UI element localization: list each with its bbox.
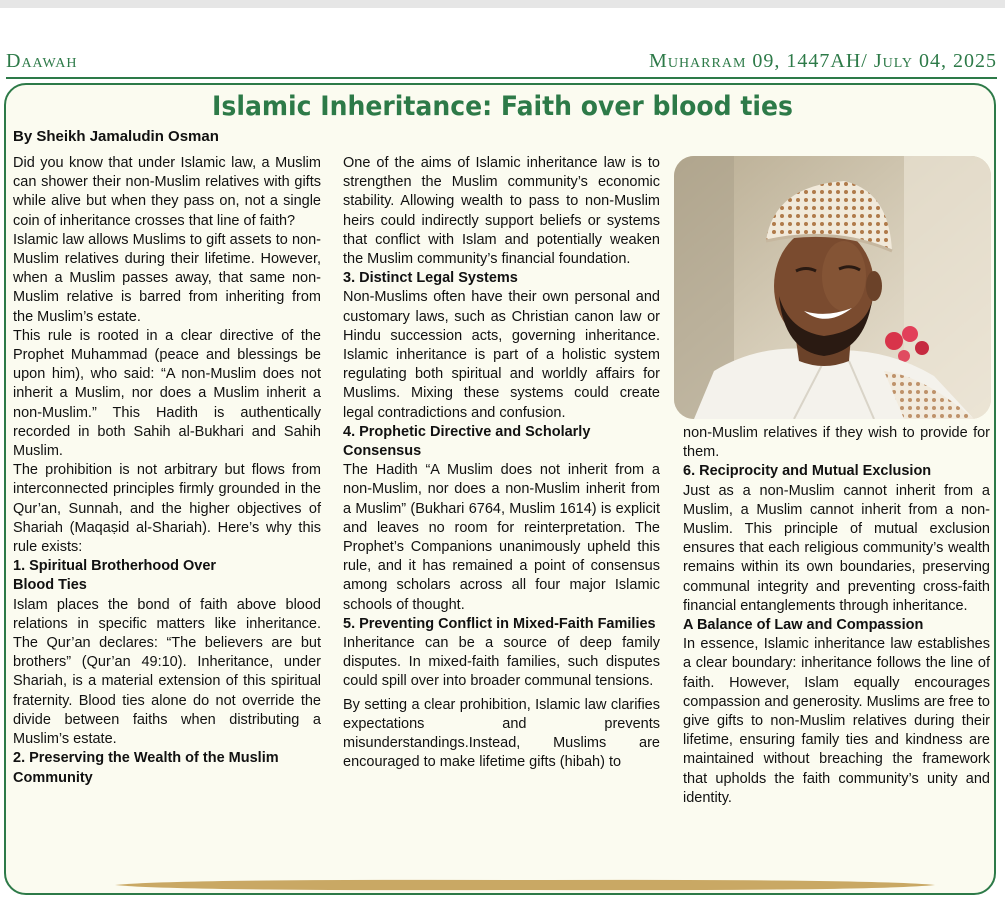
paragraph: Did you know that under Islamic law, a Muslim can shower their non-Muslim relatives with gifts while alive but when they pass on, not a single coin of inheritance crosses that line of faith? xyxy=(13,155,321,229)
subheading-preserving-wealth: 2. Preserving the Wealth of the Muslim Community xyxy=(13,750,279,786)
paragraph: In essence, Islamic inheritance law establishes a clear boundary: inheritance follows the line of faith. However, Islam equally encourages compassion and generosity. Muslims are free to give gifts to non-Muslim relatives during their lifetime, ensuring family ties and kindness are maintained without breaching the framework that upholds the faith community’s unity and identity. xyxy=(683,636,990,806)
paragraph: Non-Muslims often have their own personal and customary laws, such as Christian canon law or Hindu succession acts, governing inheritance. Islamic inheritance is part of a holistic system regulating both spiritual and worldly affairs for Muslims. Mixing these systems could create legal contradictions and confusion. xyxy=(343,289,660,421)
paragraph: The prohibition is not arbitrary but flows from interconnected principles firmly grounded in the Qur’an, Sunnah, and the higher objectives of Shariah (Maqaṣid al-Shariah). Here’s why this rule exists: xyxy=(13,462,321,556)
article-column-1 xyxy=(13,154,321,788)
subheading-prophetic-directive: 4. Prophetic Directive and Scholarly Consensus xyxy=(343,423,591,460)
article-column-3 xyxy=(683,424,990,808)
top-border xyxy=(0,0,1005,8)
paragraph: This rule is rooted in a clear directive of the Prophet Muhammad (peace and blessings be upon him), who said: “A non-Muslim does not inherit a Muslim, nor does a Muslim inherit a non-Muslim.” This Hadith is authentically recorded in both Sahih al-Bukhari and Sahih Muslim. xyxy=(13,327,321,460)
paragraph: Islamic law allows Muslims to gift assets to non-Muslim relatives during their lifetime. However, when a Muslim passes away, that same non-Muslim relative is barred from inheriting from the Muslim’s estate. xyxy=(13,231,321,325)
article-column-2 xyxy=(343,154,660,773)
masthead xyxy=(6,50,997,74)
masthead-rule xyxy=(6,77,997,79)
paragraph: By setting a clear prohibition, Islamic law clarifies expectations and prevents misunderstandings.Instead, Muslims are encouraged to make lifetime gifts (hibah) to xyxy=(343,696,660,771)
article-headline: Islamic Inheritance: Faith over blood ties xyxy=(212,91,793,122)
issue-date: Muharram 09, 1447AH/ July 04, 2025 xyxy=(649,50,997,72)
paragraph: One of the aims of Islamic inheritance law is to strengthen the Muslim community’s economic stability. Allowing wealth to pass to non-Muslim heirs could indirectly support beliefs or systems that conflict with Islam and potentially weaken the Muslim community’s financial foundation. xyxy=(343,155,660,268)
footer-ornament xyxy=(115,879,935,891)
subheading-preventing-conflict: 5. Preventing Conflict in Mixed-Faith Families xyxy=(343,615,656,632)
subheading-balance: A Balance of Law and Compassion xyxy=(683,617,924,634)
paragraph: non-Muslim relatives if they wish to provide for them. xyxy=(683,425,990,461)
paragraph: Islam places the bond of faith above blood relations in specific matters like inheritance. The Qur’an declares: “The believers are but brothers” (Qur’an 49:10). Inheritance, under Shariah, is a material extension of this spiritual fraternity. Blood ties alone do not override the divide between faiths when distributing a Muslim’s estate. xyxy=(13,596,321,748)
subheading-distinct-legal-systems: 3. Distinct Legal Systems xyxy=(343,270,518,287)
paragraph: Inheritance can be a source of deep family disputes. In mixed-faith families, such disputes could spill over into broader communal tensions. xyxy=(343,635,660,690)
author-photo xyxy=(674,156,991,419)
paragraph: The Hadith “A Muslim does not inherit from a non-Muslim, nor does a non-Muslim inherit from a Muslim” (Bukhari 6764, Muslim 1614) is explicit and leaves no room for reinterpretation. The Prophet’s Companions unanimously upheld this rule, and it has remained a point of consensus among scholars across all four major Islamic schools of thought. xyxy=(343,462,660,613)
portrait-illustration xyxy=(674,156,991,419)
section-name: Daawah xyxy=(6,50,78,72)
subheading-reciprocity: 6. Reciprocity and Mutual Exclusion xyxy=(683,463,932,480)
article-byline: By Sheikh Jamaludin Osman xyxy=(13,128,219,145)
paragraph: Just as a non-Muslim cannot inherit from a Muslim, a Muslim cannot inherit from a non-Muslim. This principle of mutual exclusion ensures that each religious community’s wealth remains within its own boundaries, preserving communal integrity and preventing cross-faith financial entanglements through inheritance. xyxy=(683,482,990,614)
subheading-spiritual-brotherhood: 1. Spiritual Brotherhood Over Blood Ties xyxy=(13,558,217,594)
